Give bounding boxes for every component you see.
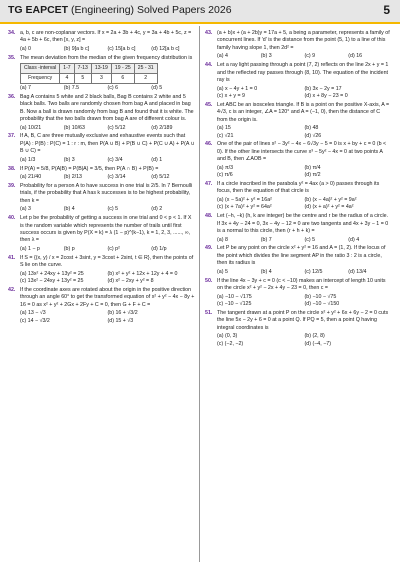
answer-option: (c) p² <box>107 245 120 252</box>
answer-options <box>217 237 392 244</box>
frequency-table-cell: 5 <box>74 73 91 83</box>
answer-option: (b) (2, 8) <box>304 333 325 340</box>
question-text: Let P be any point on the circle x² + y² = 16 and A = (1, 2). If the locus of the point which divides the line segment AP in the ratio 3 : 2 is a circle, then its radius is <box>217 245 386 267</box>
answer-option: (d) −10 − √150 <box>304 301 340 308</box>
question-text: Bag A contains 5 white and 2 black balls, Bag B contains 2 white and 5 black balls. Two balls are randomly chosen from bag A and placed in bag B. Now a ball is drawn randomly from bag B and found that it is white. The probability that the two balls drawn from bag A are of different colour is. <box>20 93 194 122</box>
frequency-table-cell: 6 <box>111 73 134 83</box>
answer-option: (d) 5/12 <box>151 174 170 181</box>
question-number: 43. <box>205 30 213 36</box>
question-item <box>205 30 392 61</box>
answer-option: (b) −10 − √75 <box>304 293 337 300</box>
question-number: 37. <box>8 133 16 140</box>
answer-option: (c) x + y = 9 <box>217 93 245 100</box>
answer-option: (b) 3 <box>260 53 272 60</box>
frequency-table-header-cell: 7-13 <box>74 64 91 74</box>
answer-option: (a) 7 <box>20 84 31 91</box>
frequency-table-header-row <box>21 64 158 74</box>
book-title-exam: TG EAPCET <box>8 4 69 16</box>
question-item <box>8 55 195 93</box>
answer-option: (d) 13/4 <box>348 268 367 275</box>
page-number: 5 <box>383 3 390 17</box>
question-item <box>8 166 195 182</box>
book-title-rest: (Engineering) Solved Papers 2026 <box>68 4 232 16</box>
answer-option: (a) x − 4y + 1 = 0 <box>217 85 258 92</box>
right-column <box>205 30 392 349</box>
question-item <box>205 213 392 244</box>
answer-option: (c) −10 − √125 <box>217 301 252 308</box>
frequency-table-header-cell: 1-7 <box>60 64 74 74</box>
question-item <box>205 141 392 179</box>
question-row <box>205 310 392 332</box>
question-text: One of the pair of lines x² − 3y² − 4x − 6√3y − 5 = 0 is x + by + c = 0 (b < 0). If the other line intersects the curve x³ − 5y² − 4x = 0 at two points A and B, then ∠AOB = <box>217 141 387 163</box>
answer-option: (b) 3 <box>63 156 75 163</box>
question-row <box>205 181 392 196</box>
answer-option: (c) 14 − √3/2 <box>20 317 50 324</box>
answer-options <box>20 174 195 181</box>
question-number: 39. <box>8 182 16 189</box>
answer-options <box>217 197 392 212</box>
question-number: 48. <box>205 213 213 220</box>
answer-options <box>20 157 195 164</box>
question-text: The mean deviation from the median of the given frequency distribution is <box>20 54 193 61</box>
answer-option: (d) (x + a)² + y² = 4a² <box>304 204 354 211</box>
answer-option: (a) 5 <box>217 268 228 275</box>
answer-option: (a) 0 <box>20 46 31 52</box>
answer-options <box>20 85 195 92</box>
answer-option: (d) 5 <box>151 84 163 91</box>
answer-option: (c) 5/12 <box>107 124 126 131</box>
frequency-table-data-row <box>21 73 158 83</box>
question-number: 34. <box>8 30 16 36</box>
frequency-table-header-cell: 25 - 31 <box>134 64 157 74</box>
question-item <box>205 62 392 100</box>
question-row <box>8 94 195 124</box>
answer-option: (d) √26 <box>304 132 322 139</box>
question-text: The tangent drawn at a point P on the circle x² + y² + 6x + 6y − 2 = 0 cuts the line 5x − 2y + 6 = 0 at a point Q. If PQ = 5, then a point Q having integral coordinates is <box>217 309 389 331</box>
answer-option: (b) 4 <box>260 268 272 275</box>
answer-option: (a) 3 <box>20 206 31 213</box>
answer-option: (b) 48 <box>304 125 319 132</box>
answer-option: (a) 13 − √3 <box>20 310 46 317</box>
answer-option: (c) 3/4 <box>107 156 123 163</box>
answer-option: (b) x² + y² + 12x + 12y + 4 = 0 <box>107 270 178 277</box>
question-text: a, b, c are non-coplanar vectors. If x = 2a + 3b + 4c, y = 3a + 4b + 5c, z = 4a + 5b + 6c, then [x, y, z] = <box>20 30 192 44</box>
frequency-table-cell: Frequency <box>21 73 60 83</box>
frequency-table-cell: 2 <box>134 73 157 83</box>
answer-options <box>217 269 392 276</box>
answer-option: (c) 12/5 <box>304 268 323 275</box>
left-column <box>8 30 195 327</box>
answer-option: (c) √21 <box>217 132 234 139</box>
answer-options <box>20 125 195 132</box>
answer-option: (a) (x − 5a)² + y² = 16a² <box>217 197 272 204</box>
question-number: 42. <box>8 286 16 293</box>
answer-option: (b) 9[a b c] <box>63 46 90 52</box>
question-text: Let p be the probability of getting a success in one trial and 0 < p < 1. If X is the random variable which represents the number of trails until first success occurs is given by P(X = k) = λ (1 − p)^(k−1), k = 1, 2, 3, ......, ∞, then λ = <box>20 215 192 244</box>
column-divider <box>199 26 200 562</box>
answer-option: (d) 1/p <box>151 245 167 252</box>
answer-option: (b) 16 + √3/2 <box>107 310 138 317</box>
frequency-table <box>20 63 158 83</box>
answer-option: (c) (x + 7a)² + y² = 64a² <box>217 204 272 211</box>
answer-options <box>20 206 195 213</box>
answer-options <box>20 271 195 286</box>
question-item <box>205 310 392 348</box>
question-row <box>205 278 392 293</box>
answer-option: (b) 4 <box>63 206 75 213</box>
question-row <box>8 215 195 245</box>
answer-option: (a) −10 − √175 <box>217 293 252 300</box>
question-row <box>205 245 392 267</box>
question-row <box>8 166 195 173</box>
answer-options <box>217 53 392 60</box>
answer-option: (b) p <box>63 245 75 252</box>
question-text: (a + b)x + (a + 2b)y = 17a + 5, a being a parameter, represents a family of concurrent lines. If 'd' is the distance from the point (5, 1) to a line of this family having slope 1, then 2d² = <box>217 30 390 51</box>
answer-option: (a) 21/40 <box>20 174 42 181</box>
question-text: Let a ray light passing through a point (7, 2) reflects on the line 2x + y = 1 and the reflected ray passes through (8, 10). The equation of the incident ray is <box>217 62 389 84</box>
answer-options <box>20 46 195 53</box>
answer-option: (a) π/3 <box>217 164 234 171</box>
question-row <box>205 102 392 124</box>
answer-option: (b) π/4 <box>304 164 321 171</box>
answer-option: (a) (0, 3) <box>217 333 238 340</box>
question-number: 35. <box>8 54 16 61</box>
question-number: 38. <box>8 165 16 172</box>
answer-option: (d) (−4, −7) <box>304 340 331 347</box>
answer-option: (b) 2/13 <box>63 174 83 181</box>
answer-options <box>217 333 392 348</box>
question-item <box>8 287 195 325</box>
answer-options <box>217 86 392 101</box>
question-number: 45. <box>205 101 213 108</box>
answer-option: (a) 10/21 <box>20 124 42 131</box>
question-item <box>205 102 392 140</box>
frequency-table-header-cell: 13-19 <box>91 64 111 74</box>
answer-option: (b) 3x − 2y = 17 <box>304 85 342 92</box>
question-number: 47. <box>205 181 213 188</box>
answer-option: (d) 2 <box>151 206 163 213</box>
question-text: If the line 4x − 3y + c = 0 (c < −10) makes an intercept of length 10 units on the circle x² + y² − 2x + 4y − 23 = 0, then c = <box>217 277 386 292</box>
question-row <box>8 287 195 309</box>
question-row <box>205 62 392 84</box>
answer-option: (c) 15[a b c] <box>107 46 136 52</box>
answer-option: (c) π/6 <box>217 172 233 179</box>
question-row <box>8 30 195 45</box>
page-header <box>0 0 400 24</box>
question-row <box>8 255 195 270</box>
answer-option: (a) 15 <box>217 125 231 132</box>
question-number: 40. <box>8 215 16 222</box>
answer-option: (d) 12[a b c] <box>151 46 180 52</box>
question-text: Let ABC be an isosceles triangle. If B is a point on the positive X-axis, A = 4√3, c is an integer, ∠A = 120° and A = (−1, 0), then the distance of C from the origin is. <box>217 101 390 123</box>
question-item <box>8 255 195 286</box>
question-text: If the coordinate axes are rotated about the origin in the positive direction through an angle 60° to get the transformed equation of x² + y² − 4x − 8y + 16 = 0 as x² + y² + 2Gx + 2Fy + C = 0, then G + F + C = <box>20 286 195 308</box>
answer-option: (d) 2/189 <box>151 124 173 131</box>
question-row <box>8 183 195 205</box>
question-item <box>205 245 392 276</box>
question-text: Let (−h, −k) (h, k are integer) be the centre and r be the radius of a circle. If 3x + 4y − 24 = 0, 3x − 4y − 12 = 0 are two tangents and 4x + 3y − 1 = 0 is a normal to this circle, then (r + h + k) = <box>217 213 389 235</box>
question-number: 50. <box>205 277 213 284</box>
question-row <box>8 55 195 62</box>
question-row <box>205 213 392 235</box>
question-number: 51. <box>205 309 213 316</box>
question-number: 49. <box>205 245 213 252</box>
question-number: 46. <box>205 141 213 148</box>
answer-option: (a) 8 <box>217 236 228 243</box>
frequency-table-cell: 3 <box>91 73 111 83</box>
answer-option: (d) 16 <box>348 53 363 60</box>
question-row <box>8 133 195 155</box>
answer-option: (a) 4 <box>217 53 228 60</box>
question-item <box>205 278 392 309</box>
question-item <box>8 133 195 164</box>
answer-option: (b) 7.5 <box>63 84 80 91</box>
answer-option: (d) 1 <box>151 156 163 163</box>
answer-option: (c) 3/14 <box>107 174 126 181</box>
book-title <box>8 4 232 16</box>
frequency-table-header-cell: Class -interval <box>21 64 60 74</box>
answer-options <box>217 165 392 180</box>
answer-options <box>217 294 392 309</box>
question-item <box>8 215 195 253</box>
question-row <box>205 141 392 163</box>
answer-option: (c) 13x² − 24xy + 13y² = 25 <box>20 278 84 285</box>
answer-option: (b) (x − 4a)² + y² = 9a² <box>304 197 357 204</box>
frequency-table-header-cell: 19 - 25 <box>111 64 134 74</box>
frequency-table-cell: 4 <box>60 73 74 83</box>
answer-option: (b) 7 <box>260 236 272 243</box>
question-row <box>205 30 392 52</box>
question-number: 36. <box>8 93 16 100</box>
answer-option: (d) x² − 2xy + y² = 8 <box>107 278 154 285</box>
question-item <box>8 94 195 132</box>
answer-option: (b) 10/63 <box>63 124 85 131</box>
answer-option: (c) 9 <box>304 53 316 60</box>
answer-option: (d) 15 + √3 <box>107 317 134 324</box>
question-text: If S = {(x, y) / x = 2cost + 3sint, y = 3cost + 2sint, t ∈ R}, then the points of S lie on the curve. <box>20 254 194 269</box>
question-number: 41. <box>8 254 16 261</box>
question-item <box>8 183 195 214</box>
answer-option: (a) 13x² + 24xy + 13y² = 25 <box>20 270 84 277</box>
answer-option: (a) 1/3 <box>20 156 36 163</box>
question-item <box>8 30 195 53</box>
answer-option: (d) 4 <box>348 236 360 243</box>
answer-options <box>217 125 392 140</box>
question-number: 44. <box>205 62 213 69</box>
question-text: If a circle inscribed in the parabola y² = 4ax (a > 0) passes through its focus, then the equation of that circle is <box>217 181 380 195</box>
answer-option: (c) 5 <box>107 206 119 213</box>
answer-option: (a) 1 − p <box>20 245 40 252</box>
question-text: Probability for a person A to have success in one trial is 2/5. In 7 Bernoulli trials, if the probability that A has k successes is to be highest probability, then k = <box>20 182 193 204</box>
question-item <box>205 181 392 212</box>
question-text: If A, B, C are three mutually exclusive and exhaustive events such that P(A) : P(B) : P(C) = 1 : r : m, then P(A ∪ B) + P(B ∪ C) + P(C ∪ A) + P(A ∪ B ∪ C) = <box>20 133 195 155</box>
answer-option: (c) 5 <box>304 236 316 243</box>
answer-option: (c) (−2, −2) <box>217 340 244 347</box>
question-text: If P(A) = 5/8, P(A|B) = P(B|A) = 3/5, then P(A ∩ B) + P(B) = <box>20 165 159 172</box>
answer-option: (d) x + 8y − 23 = 0 <box>304 93 348 100</box>
answer-options <box>20 310 195 325</box>
answer-options <box>20 246 195 253</box>
answer-option: (d) π/2 <box>304 172 321 179</box>
answer-option: (c) 6 <box>107 84 119 91</box>
